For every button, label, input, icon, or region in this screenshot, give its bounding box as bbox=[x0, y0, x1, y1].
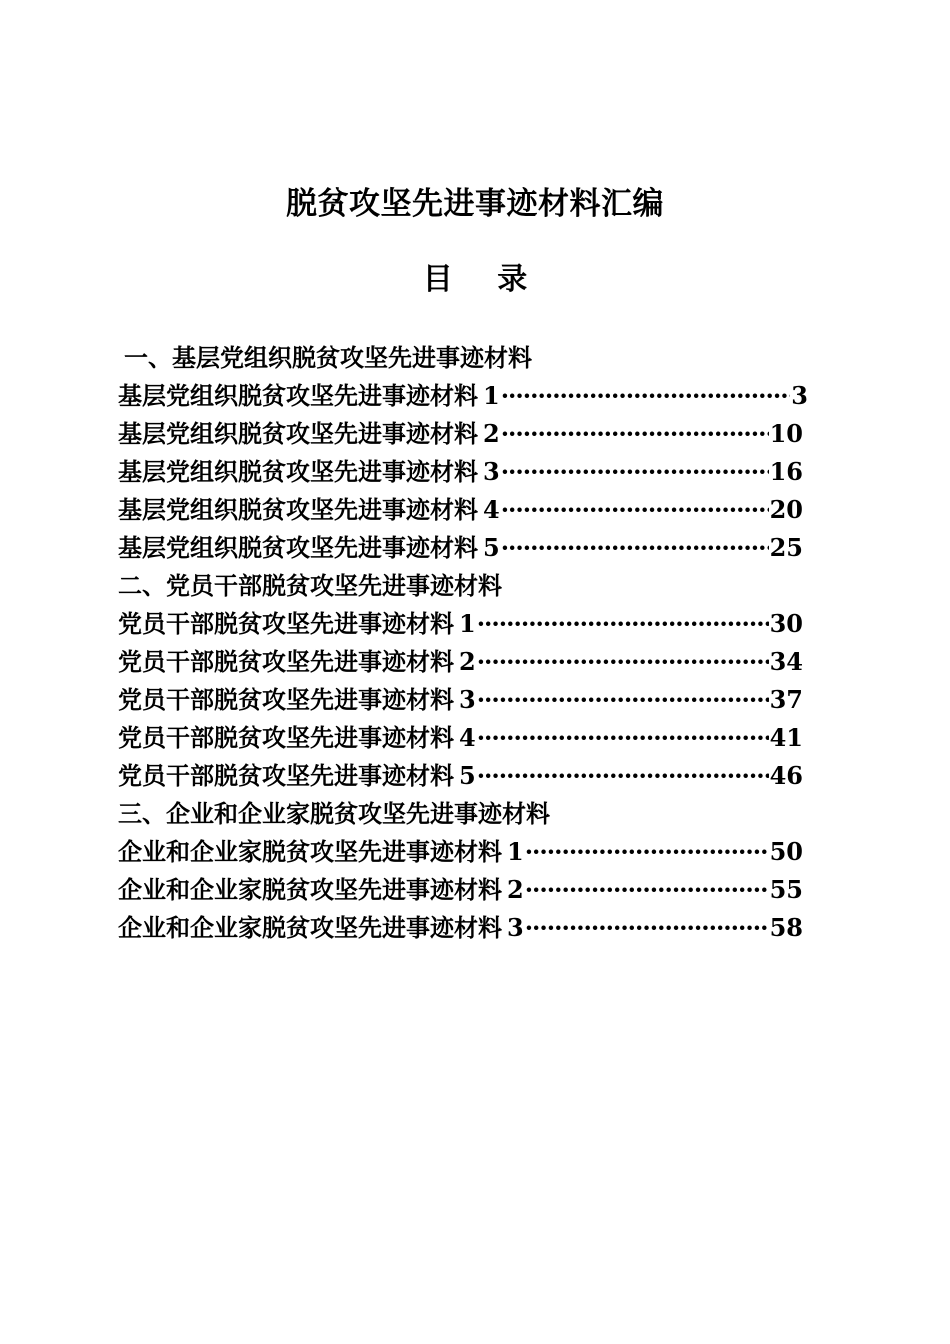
toc-entry[interactable] bbox=[118, 871, 803, 909]
toc-entry-label: 基层党组织脱贫攻坚先进事迹材料 bbox=[118, 457, 478, 486]
toc-leader-dots bbox=[525, 833, 769, 871]
toc-entry-number: 3 bbox=[459, 685, 476, 714]
toc-section-heading: 三、企业和企业家脱贫攻坚先进事迹材料 bbox=[118, 799, 550, 828]
toc-entry-number: 5 bbox=[459, 761, 476, 790]
toc-entry[interactable] bbox=[118, 833, 803, 871]
toc-leader-dots bbox=[477, 605, 769, 643]
toc-leader-dots bbox=[501, 529, 769, 567]
toc-section-heading: 一、基层党组织脱贫攻坚先进事迹材料 bbox=[124, 343, 532, 372]
toc-entry[interactable] bbox=[118, 719, 803, 757]
toc-entry-label: 企业和企业家脱贫攻坚先进事迹材料 bbox=[118, 837, 502, 866]
toc-entry-page: 34 bbox=[769, 647, 803, 676]
toc-entry-page: 3 bbox=[791, 381, 808, 410]
toc-entry-label: 党员干部脱贫攻坚先进事迹材料 bbox=[118, 647, 454, 676]
toc-entry-label: 党员干部脱贫攻坚先进事迹材料 bbox=[118, 685, 454, 714]
toc-entry-label: 基层党组织脱贫攻坚先进事迹材料 bbox=[118, 381, 478, 410]
toc-entry[interactable] bbox=[118, 453, 803, 491]
toc-leader-dots bbox=[477, 757, 769, 795]
toc-entry-page: 30 bbox=[769, 609, 803, 638]
toc-leader-dots bbox=[501, 453, 769, 491]
toc-entry-label: 基层党组织脱贫攻坚先进事迹材料 bbox=[118, 419, 478, 448]
toc-entry-number: 1 bbox=[459, 609, 476, 638]
toc-entry-number: 3 bbox=[507, 913, 524, 942]
toc-entry-number: 2 bbox=[507, 875, 524, 904]
toc-leader-dots bbox=[525, 871, 769, 909]
toc-entry-label: 基层党组织脱贫攻坚先进事迹材料 bbox=[118, 495, 478, 524]
toc-section-heading: 二、党员干部脱贫攻坚先进事迹材料 bbox=[118, 571, 502, 600]
toc-entry[interactable] bbox=[118, 415, 803, 453]
toc-entry-number: 2 bbox=[459, 647, 476, 676]
toc-entry-page: 10 bbox=[769, 419, 803, 448]
toc-entry-page: 20 bbox=[769, 495, 803, 524]
toc-leader-dots bbox=[525, 909, 769, 947]
toc-entry-page: 55 bbox=[769, 875, 803, 904]
toc-heading: 目 录 bbox=[422, 262, 528, 297]
toc-leader-dots bbox=[501, 491, 769, 529]
toc-leader-dots bbox=[501, 377, 791, 415]
toc-entry-number: 1 bbox=[507, 837, 524, 866]
toc-entry-number: 5 bbox=[483, 533, 500, 562]
toc-entry[interactable] bbox=[118, 757, 803, 795]
toc-entry[interactable] bbox=[118, 491, 803, 529]
toc-entry[interactable] bbox=[118, 605, 803, 643]
toc-entry-number: 4 bbox=[483, 495, 500, 524]
toc-entry-page: 16 bbox=[769, 457, 803, 486]
toc-entry-page: 41 bbox=[769, 723, 803, 752]
toc-entry-label: 企业和企业家脱贫攻坚先进事迹材料 bbox=[118, 875, 502, 904]
table-of-contents bbox=[118, 339, 818, 947]
toc-entry-page: 50 bbox=[769, 837, 803, 866]
toc-entry-label: 企业和企业家脱贫攻坚先进事迹材料 bbox=[118, 913, 502, 942]
toc-entry-label: 党员干部脱贫攻坚先进事迹材料 bbox=[118, 609, 454, 638]
toc-entry[interactable] bbox=[118, 909, 803, 947]
toc-entry-number: 3 bbox=[483, 457, 500, 486]
toc-entry-label: 党员干部脱贫攻坚先进事迹材料 bbox=[118, 761, 454, 790]
toc-entry-number: 1 bbox=[483, 381, 500, 410]
toc-entry[interactable] bbox=[118, 529, 803, 567]
toc-leader-dots bbox=[501, 415, 769, 453]
toc-leader-dots bbox=[477, 681, 769, 719]
toc-entry[interactable] bbox=[118, 643, 803, 681]
toc-leader-dots bbox=[477, 719, 769, 757]
toc-entry-number: 4 bbox=[459, 723, 476, 752]
toc-entry-page: 25 bbox=[769, 533, 803, 562]
toc-entry-page: 37 bbox=[769, 685, 803, 714]
toc-entry-label: 党员干部脱贫攻坚先进事迹材料 bbox=[118, 723, 454, 752]
toc-entry[interactable] bbox=[118, 377, 808, 415]
toc-entry-number: 2 bbox=[483, 419, 500, 448]
toc-entry[interactable] bbox=[118, 681, 803, 719]
toc-entry-page: 58 bbox=[769, 913, 803, 942]
toc-entry-page: 46 bbox=[769, 761, 803, 790]
toc-leader-dots bbox=[477, 643, 769, 681]
toc-entry-label: 基层党组织脱贫攻坚先进事迹材料 bbox=[118, 533, 478, 562]
document-title: 脱贫攻坚先进事迹材料汇编 bbox=[286, 186, 664, 222]
